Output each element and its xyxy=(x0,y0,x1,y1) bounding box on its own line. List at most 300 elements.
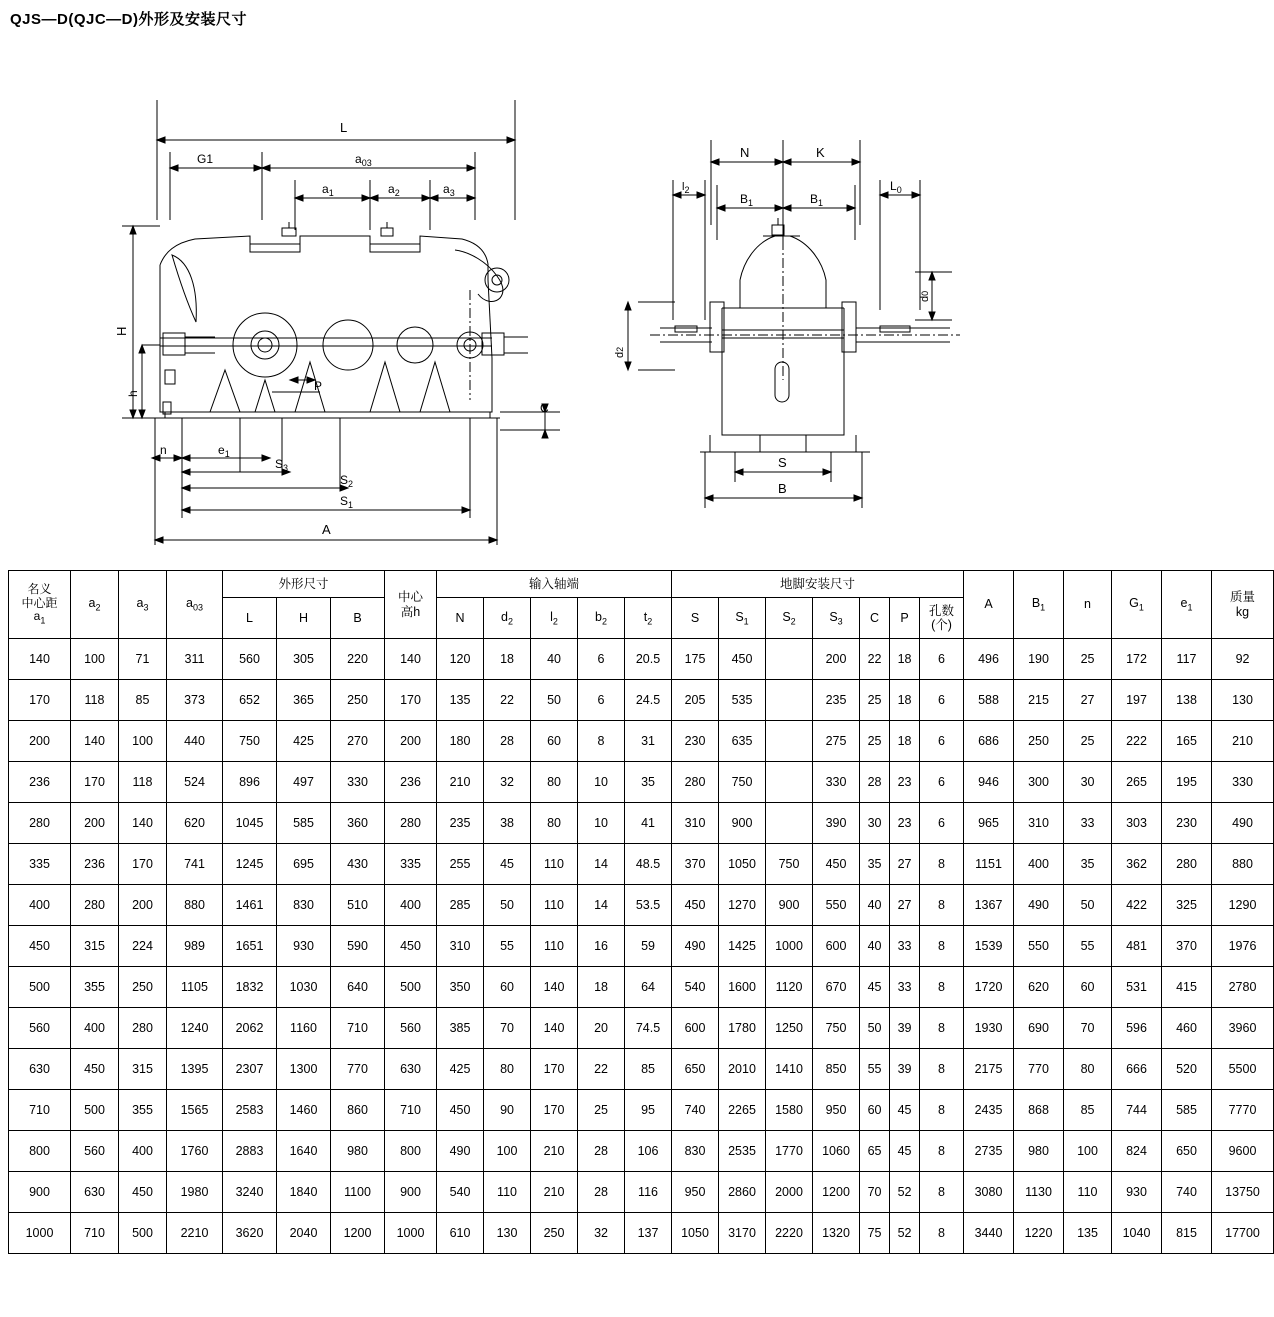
table-row xyxy=(9,967,1274,1008)
table-cell: 235 xyxy=(813,680,860,721)
header-B1: $B_1$ xyxy=(1014,571,1064,639)
table-cell: 45 xyxy=(890,1131,920,1172)
table-cell: 50 xyxy=(484,885,531,926)
table-cell: 75 xyxy=(860,1213,890,1254)
table-row xyxy=(9,680,1274,721)
page-title: QJS—D(QJC—D)外形及安装尺寸 xyxy=(10,11,248,28)
table-cell: 1245 xyxy=(223,844,277,885)
table-cell: 950 xyxy=(672,1172,719,1213)
table-cell: 686 xyxy=(964,721,1014,762)
table-cell: 236 xyxy=(385,762,437,803)
table-cell: 224 xyxy=(119,926,167,967)
table-cell xyxy=(766,680,813,721)
table-cell: 1651 xyxy=(223,926,277,967)
table-cell: 425 xyxy=(437,1049,484,1090)
table-cell: 180 xyxy=(437,721,484,762)
header-center-height: 中心 高h xyxy=(385,571,437,639)
table-cell: 8 xyxy=(920,1131,964,1172)
svg-text:a3: $a_3$ xyxy=(443,182,455,198)
table-row xyxy=(9,762,1274,803)
table-cell: 1539 xyxy=(964,926,1014,967)
header-l2: $l_2$ xyxy=(531,598,578,639)
table-cell: 1030 xyxy=(277,967,331,1008)
header-a03: $a_{03}$ xyxy=(167,571,223,639)
table-cell xyxy=(766,721,813,762)
technical-drawing xyxy=(0,40,1075,560)
table-cell: 280 xyxy=(1162,844,1212,885)
table-cell: 3620 xyxy=(223,1213,277,1254)
table-cell: 585 xyxy=(277,803,331,844)
table-cell: 900 xyxy=(385,1172,437,1213)
table-cell: 2735 xyxy=(964,1131,1014,1172)
table-cell: 535 xyxy=(719,680,766,721)
table-cell: 740 xyxy=(1162,1172,1212,1213)
table-cell: 20 xyxy=(578,1008,625,1049)
table-cell: 170 xyxy=(531,1049,578,1090)
table-cell: 210 xyxy=(1212,721,1274,762)
table-cell: 2062 xyxy=(223,1008,277,1049)
table-cell: 1780 xyxy=(719,1008,766,1049)
svg-text:B1: $B_1$ xyxy=(810,192,824,208)
table-cell: 1100 xyxy=(331,1172,385,1213)
table-cell: 28 xyxy=(578,1131,625,1172)
table-cell: 50 xyxy=(860,1008,890,1049)
table-cell: 8 xyxy=(920,885,964,926)
svg-text:B1: $B_1$ xyxy=(740,192,754,208)
table-cell: 1976 xyxy=(1212,926,1274,967)
svg-text:K: K xyxy=(816,145,825,160)
table-cell: 385 xyxy=(437,1008,484,1049)
table-cell: 490 xyxy=(437,1131,484,1172)
table-cell: 1151 xyxy=(964,844,1014,885)
table-cell: 230 xyxy=(672,721,719,762)
table-cell: 28 xyxy=(578,1172,625,1213)
table-cell: 170 xyxy=(531,1090,578,1131)
table-cell: 30 xyxy=(1064,762,1112,803)
table-cell: 425 xyxy=(277,721,331,762)
table-cell: 740 xyxy=(672,1090,719,1131)
table-cell: 60 xyxy=(860,1090,890,1131)
table-cell: 33 xyxy=(1064,803,1112,844)
table-cell: 1425 xyxy=(719,926,766,967)
header-mass: 质量 kg xyxy=(1212,571,1274,639)
table-cell: 868 xyxy=(1014,1090,1064,1131)
table-cell: 32 xyxy=(484,762,531,803)
table-cell: 1000 xyxy=(766,926,813,967)
table-cell: 365 xyxy=(277,680,331,721)
table-cell: 560 xyxy=(223,639,277,680)
table-cell: 8 xyxy=(920,1008,964,1049)
table-cell: 2010 xyxy=(719,1049,766,1090)
table-cell: 6 xyxy=(578,639,625,680)
table-cell: 1000 xyxy=(9,1213,71,1254)
table-cell: 50 xyxy=(1064,885,1112,926)
table-cell: 1250 xyxy=(766,1008,813,1049)
table-cell: 195 xyxy=(1162,762,1212,803)
table-cell: 80 xyxy=(531,803,578,844)
table-cell: 1840 xyxy=(277,1172,331,1213)
table-cell: 41 xyxy=(625,803,672,844)
table-cell: 315 xyxy=(71,926,119,967)
table-cell: 1832 xyxy=(223,967,277,1008)
table-cell: 2000 xyxy=(766,1172,813,1213)
table-cell: 110 xyxy=(1064,1172,1112,1213)
table-cell: 422 xyxy=(1112,885,1162,926)
table-cell: 590 xyxy=(331,926,385,967)
table-cell: 460 xyxy=(1162,1008,1212,1049)
table-cell: 610 xyxy=(437,1213,484,1254)
table-cell: 18 xyxy=(890,721,920,762)
table-cell: 8 xyxy=(578,721,625,762)
table-cell: 1600 xyxy=(719,967,766,1008)
header-foot-mount-group: 地脚安装尺寸 xyxy=(672,571,964,598)
table-cell: 620 xyxy=(1014,967,1064,1008)
table-cell: 880 xyxy=(167,885,223,926)
table-cell: 390 xyxy=(813,803,860,844)
table-cell: 80 xyxy=(484,1049,531,1090)
svg-text:N: N xyxy=(740,145,750,160)
svg-text:L0: $L_0$ xyxy=(890,179,902,195)
table-cell: 989 xyxy=(167,926,223,967)
table-cell: 350 xyxy=(437,967,484,1008)
table-cell: 2175 xyxy=(964,1049,1014,1090)
table-cell: 40 xyxy=(860,926,890,967)
table-cell: 750 xyxy=(719,762,766,803)
table-cell: 55 xyxy=(484,926,531,967)
table-cell: 5500 xyxy=(1212,1049,1274,1090)
table-cell: 1770 xyxy=(766,1131,813,1172)
table-cell: 450 xyxy=(119,1172,167,1213)
table-cell: 6 xyxy=(578,680,625,721)
table-cell: 710 xyxy=(385,1090,437,1131)
table-cell: 30 xyxy=(860,803,890,844)
table-cell: 1460 xyxy=(277,1090,331,1131)
table-cell: 1760 xyxy=(167,1131,223,1172)
table-cell: 630 xyxy=(9,1049,71,1090)
table-cell: 900 xyxy=(719,803,766,844)
table-cell: 106 xyxy=(625,1131,672,1172)
svg-text:S1: $S_1$ xyxy=(340,494,354,510)
table-cell: 2883 xyxy=(223,1131,277,1172)
table-cell: 35 xyxy=(625,762,672,803)
table-row xyxy=(9,1090,1274,1131)
table-cell: 8 xyxy=(920,1049,964,1090)
table-cell: 860 xyxy=(331,1090,385,1131)
table-cell: 360 xyxy=(331,803,385,844)
table-cell: 2265 xyxy=(719,1090,766,1131)
table-cell: 1930 xyxy=(964,1008,1014,1049)
table-cell: 25 xyxy=(578,1090,625,1131)
table-cell: 500 xyxy=(9,967,71,1008)
table-cell: 310 xyxy=(672,803,719,844)
table-cell xyxy=(766,639,813,680)
table-cell: 22 xyxy=(860,639,890,680)
table-cell: 305 xyxy=(277,639,331,680)
table-cell: 450 xyxy=(719,639,766,680)
table-cell: 100 xyxy=(1064,1131,1112,1172)
table-cell: 880 xyxy=(1212,844,1274,885)
table-cell: 550 xyxy=(1014,926,1064,967)
table-cell: 750 xyxy=(813,1008,860,1049)
table-cell: 116 xyxy=(625,1172,672,1213)
table-row xyxy=(9,1131,1274,1172)
table-cell: 100 xyxy=(71,639,119,680)
table-cell: 524 xyxy=(167,762,223,803)
table-cell: 430 xyxy=(331,844,385,885)
table-cell: 635 xyxy=(719,721,766,762)
table-cell: 6 xyxy=(920,680,964,721)
table-cell: 560 xyxy=(385,1008,437,1049)
header-P: P xyxy=(890,598,920,639)
table-cell: 110 xyxy=(531,926,578,967)
header-outline-group: 外形尺寸 xyxy=(223,571,385,598)
table-cell: 630 xyxy=(385,1049,437,1090)
table-cell: 1300 xyxy=(277,1049,331,1090)
header-A: A xyxy=(964,571,1014,639)
table-cell: 400 xyxy=(9,885,71,926)
table-cell: 710 xyxy=(331,1008,385,1049)
svg-text:H: H xyxy=(114,326,129,336)
table-cell: 170 xyxy=(71,762,119,803)
table-cell: 2040 xyxy=(277,1213,331,1254)
table-cell: 117 xyxy=(1162,639,1212,680)
table-cell: 741 xyxy=(167,844,223,885)
specification-table-wrap xyxy=(8,570,1260,1254)
table-cell: 695 xyxy=(277,844,331,885)
header-S1: $S_1$ xyxy=(719,598,766,639)
table-cell: 510 xyxy=(331,885,385,926)
table-cell: 8 xyxy=(920,967,964,1008)
table-cell: 7770 xyxy=(1212,1090,1274,1131)
table-cell: 1580 xyxy=(766,1090,813,1131)
table-cell: 400 xyxy=(119,1131,167,1172)
table-cell: 1240 xyxy=(167,1008,223,1049)
table-cell: 120 xyxy=(437,639,484,680)
table-cell: 2220 xyxy=(766,1213,813,1254)
table-cell: 481 xyxy=(1112,926,1162,967)
table-cell: 45 xyxy=(484,844,531,885)
table-cell: 2435 xyxy=(964,1090,1014,1131)
table-cell: 50 xyxy=(531,680,578,721)
table-cell: 210 xyxy=(531,1172,578,1213)
table-cell: 33 xyxy=(890,967,920,1008)
table-cell: 2583 xyxy=(223,1090,277,1131)
table-cell: 450 xyxy=(672,885,719,926)
table-cell: 85 xyxy=(625,1049,672,1090)
header-G1: $G_1$ xyxy=(1112,571,1162,639)
header-b2: $b_2$ xyxy=(578,598,625,639)
table-cell: 140 xyxy=(531,1008,578,1049)
table-cell: 55 xyxy=(1064,926,1112,967)
table-cell: 53.5 xyxy=(625,885,672,926)
table-row xyxy=(9,1049,1274,1090)
table-cell: 1050 xyxy=(719,844,766,885)
table-cell: 2535 xyxy=(719,1131,766,1172)
table-cell: 170 xyxy=(9,680,71,721)
table-cell: 315 xyxy=(119,1049,167,1090)
table-cell: 1290 xyxy=(1212,885,1274,926)
table-cell: 330 xyxy=(331,762,385,803)
table-cell: 33 xyxy=(890,926,920,967)
table-cell: 400 xyxy=(385,885,437,926)
table-cell: 250 xyxy=(1014,721,1064,762)
table-cell: 335 xyxy=(385,844,437,885)
table-cell: 140 xyxy=(119,803,167,844)
header-N: N xyxy=(437,598,484,639)
table-cell: 3170 xyxy=(719,1213,766,1254)
table-cell: 118 xyxy=(71,680,119,721)
table-cell: 450 xyxy=(71,1049,119,1090)
table-cell: 175 xyxy=(672,639,719,680)
svg-text:n: n xyxy=(160,443,167,457)
header-e1: $e_1$ xyxy=(1162,571,1212,639)
table-cell xyxy=(766,762,813,803)
svg-text:B: B xyxy=(778,481,787,496)
table-cell: 690 xyxy=(1014,1008,1064,1049)
table-cell: 830 xyxy=(672,1131,719,1172)
table-cell: 950 xyxy=(813,1090,860,1131)
header-t2: $t_2$ xyxy=(625,598,672,639)
svg-text:l2: $l_2$ xyxy=(682,181,690,195)
table-cell: 110 xyxy=(484,1172,531,1213)
header-C: C xyxy=(860,598,890,639)
table-cell: 280 xyxy=(71,885,119,926)
table-cell: 18 xyxy=(890,639,920,680)
svg-text:a2: $a_2$ xyxy=(388,182,400,198)
table-cell: 140 xyxy=(385,639,437,680)
table-cell: 22 xyxy=(484,680,531,721)
table-cell: 1000 xyxy=(385,1213,437,1254)
table-cell: 1200 xyxy=(813,1172,860,1213)
table-row xyxy=(9,721,1274,762)
table-cell: 280 xyxy=(9,803,71,844)
table-cell: 3440 xyxy=(964,1213,1014,1254)
table-cell: 172 xyxy=(1112,639,1162,680)
table-cell: 1050 xyxy=(672,1213,719,1254)
table-cell: 18 xyxy=(578,967,625,1008)
table-cell: 750 xyxy=(766,844,813,885)
table-cell: 1040 xyxy=(1112,1213,1162,1254)
table-cell: 45 xyxy=(890,1090,920,1131)
table-cell: 900 xyxy=(766,885,813,926)
table-cell: 450 xyxy=(437,1090,484,1131)
table-cell: 3960 xyxy=(1212,1008,1274,1049)
table-cell: 250 xyxy=(119,967,167,1008)
table-cell: 490 xyxy=(1014,885,1064,926)
table-cell: 40 xyxy=(531,639,578,680)
table-cell: 60 xyxy=(484,967,531,1008)
table-cell: 110 xyxy=(531,885,578,926)
table-cell: 18 xyxy=(890,680,920,721)
table-cell: 596 xyxy=(1112,1008,1162,1049)
table-cell: 35 xyxy=(1064,844,1112,885)
svg-text:L: L xyxy=(340,120,348,135)
table-cell: 1045 xyxy=(223,803,277,844)
table-cell: 31 xyxy=(625,721,672,762)
table-cell: 490 xyxy=(672,926,719,967)
table-cell: 265 xyxy=(1112,762,1162,803)
table-cell: 8 xyxy=(920,926,964,967)
table-cell: 650 xyxy=(672,1049,719,1090)
table-cell: 14 xyxy=(578,844,625,885)
header-input-shaft-group: 输入轴端 xyxy=(437,571,672,598)
svg-text:h: h xyxy=(126,390,140,397)
table-cell: 1200 xyxy=(331,1213,385,1254)
table-cell: 450 xyxy=(385,926,437,967)
table-row xyxy=(9,803,1274,844)
table-cell: 210 xyxy=(437,762,484,803)
table-cell: 2860 xyxy=(719,1172,766,1213)
table-cell: 1270 xyxy=(719,885,766,926)
table-cell: 930 xyxy=(1112,1172,1162,1213)
table-cell: 27 xyxy=(1064,680,1112,721)
table-cell: 440 xyxy=(167,721,223,762)
table-cell: 130 xyxy=(484,1213,531,1254)
table-cell: 13750 xyxy=(1212,1172,1274,1213)
svg-text:d0: d0 xyxy=(919,290,931,302)
table-cell xyxy=(766,803,813,844)
table-cell: 620 xyxy=(167,803,223,844)
table-cell: 670 xyxy=(813,967,860,1008)
svg-text:S3: $S_3$ xyxy=(275,457,289,473)
table-cell: 3240 xyxy=(223,1172,277,1213)
table-cell: 490 xyxy=(1212,803,1274,844)
table-cell: 450 xyxy=(813,844,860,885)
table-cell: 310 xyxy=(437,926,484,967)
table-cell: 60 xyxy=(531,721,578,762)
table-cell: 48.5 xyxy=(625,844,672,885)
table-cell: 52 xyxy=(890,1213,920,1254)
svg-text:A: A xyxy=(322,522,331,537)
table-cell: 330 xyxy=(1212,762,1274,803)
svg-text:S: S xyxy=(778,455,787,470)
table-cell: 140 xyxy=(71,721,119,762)
table-cell: 1720 xyxy=(964,967,1014,1008)
table-cell: 170 xyxy=(385,680,437,721)
table-cell: 450 xyxy=(9,926,71,967)
table-cell: 25 xyxy=(1064,639,1112,680)
table-cell: 520 xyxy=(1162,1049,1212,1090)
table-cell: 1640 xyxy=(277,1131,331,1172)
table-cell: 190 xyxy=(1014,639,1064,680)
table-cell: 770 xyxy=(1014,1049,1064,1090)
header-S2: $S_2$ xyxy=(766,598,813,639)
table-cell: 10 xyxy=(578,762,625,803)
table-cell: 815 xyxy=(1162,1213,1212,1254)
table-cell: 770 xyxy=(331,1049,385,1090)
svg-text:d2: d2 xyxy=(614,346,626,358)
table-cell: 303 xyxy=(1112,803,1162,844)
table-cell: 110 xyxy=(531,844,578,885)
table-cell: 1565 xyxy=(167,1090,223,1131)
table-cell: 65 xyxy=(860,1131,890,1172)
table-cell: 92 xyxy=(1212,639,1274,680)
table-cell: 27 xyxy=(890,844,920,885)
table-cell: 560 xyxy=(9,1008,71,1049)
table-cell: 250 xyxy=(531,1213,578,1254)
svg-text:P: P xyxy=(314,379,323,393)
table-cell: 118 xyxy=(119,762,167,803)
table-cell: 965 xyxy=(964,803,1014,844)
table-cell: 255 xyxy=(437,844,484,885)
table-cell: 23 xyxy=(890,762,920,803)
header-S3: $S_3$ xyxy=(813,598,860,639)
table-cell: 45 xyxy=(860,967,890,1008)
table-cell: 138 xyxy=(1162,680,1212,721)
table-cell: 540 xyxy=(672,967,719,1008)
table-cell: 197 xyxy=(1112,680,1162,721)
table-cell: 362 xyxy=(1112,844,1162,885)
